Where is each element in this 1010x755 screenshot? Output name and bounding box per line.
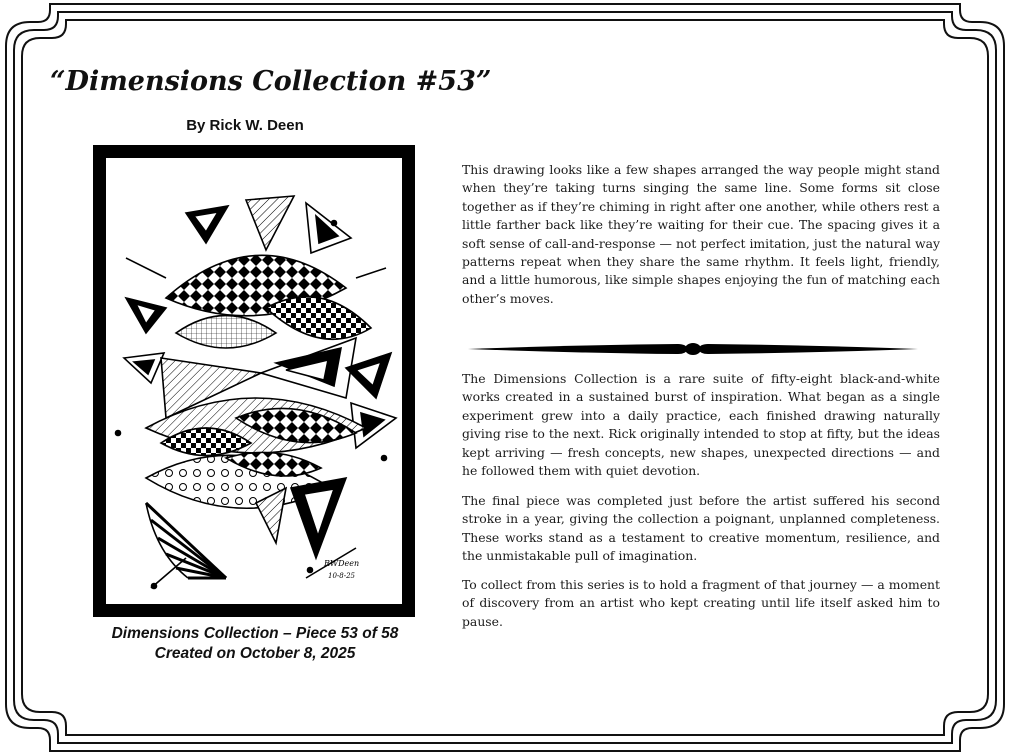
geometric-drawing [106, 158, 402, 604]
collection-paragraph [462, 370, 940, 480]
caption-piece-line: Dimensions Collection – Piece 53 of 58 [111, 625, 399, 642]
paragraph-drawing-description: This drawing looks like a few shapes arranged the way people might stand when they’re taking turns singing the same line. Some forms sit close together as if they’re chiming in right after one another, while others rest a little farther back like they’re waiting for their cue. The spacing gives it a soft sense of call-and-response — not perfect imitation, just the natural way patterns repeat when they share the same rhythm. It feels light, friendly, and a little humorous, like simple shapes enjoying the fun of matching each other’s moves. [462, 162, 940, 306]
artist-byline: By Rick W. Deen [186, 117, 304, 134]
artwork-signature: RWDeen [324, 559, 360, 568]
paragraph-collection-history: The Dimensions Collection is a rare suite of fifty-eight black-and-white works created in a sustained burst of inspiration. What began as a single experiment grew into a daily practice, each finished drawing naturally giving rise to the next. Rick originally intended to stop at fifty, but the ideas kept arriving — fresh concepts, new shapes, unexpected directions — and he followed them with quiet devotion. [462, 371, 940, 479]
final-piece-paragraph [462, 492, 940, 566]
caption-date-line: Created on October 8, 2025 [154, 645, 356, 662]
paragraph-collector-note: To collect from this series is to hold a fragment of that journey — a moment of discovery from an artist who kept creating until life itself asked him to pause. [462, 577, 940, 629]
artwork-image [106, 158, 402, 604]
artwork-date: 10-8-25 [328, 572, 355, 580]
artwork-frame [93, 145, 415, 617]
ornamental-divider [468, 338, 918, 360]
paragraph-final-piece: The final piece was completed just before the artist suffered his second stroke in a year, giving the collection a poignant, unplanned completeness. These works stand as a testament to creative momentum, resilience, and the unmistakable pull of imagination. [462, 493, 940, 564]
description-paragraph [462, 161, 940, 308]
collector-paragraph [462, 576, 940, 631]
artwork-title: “Dimensions Collection #53” [50, 66, 492, 97]
artwork-caption [70, 624, 440, 664]
